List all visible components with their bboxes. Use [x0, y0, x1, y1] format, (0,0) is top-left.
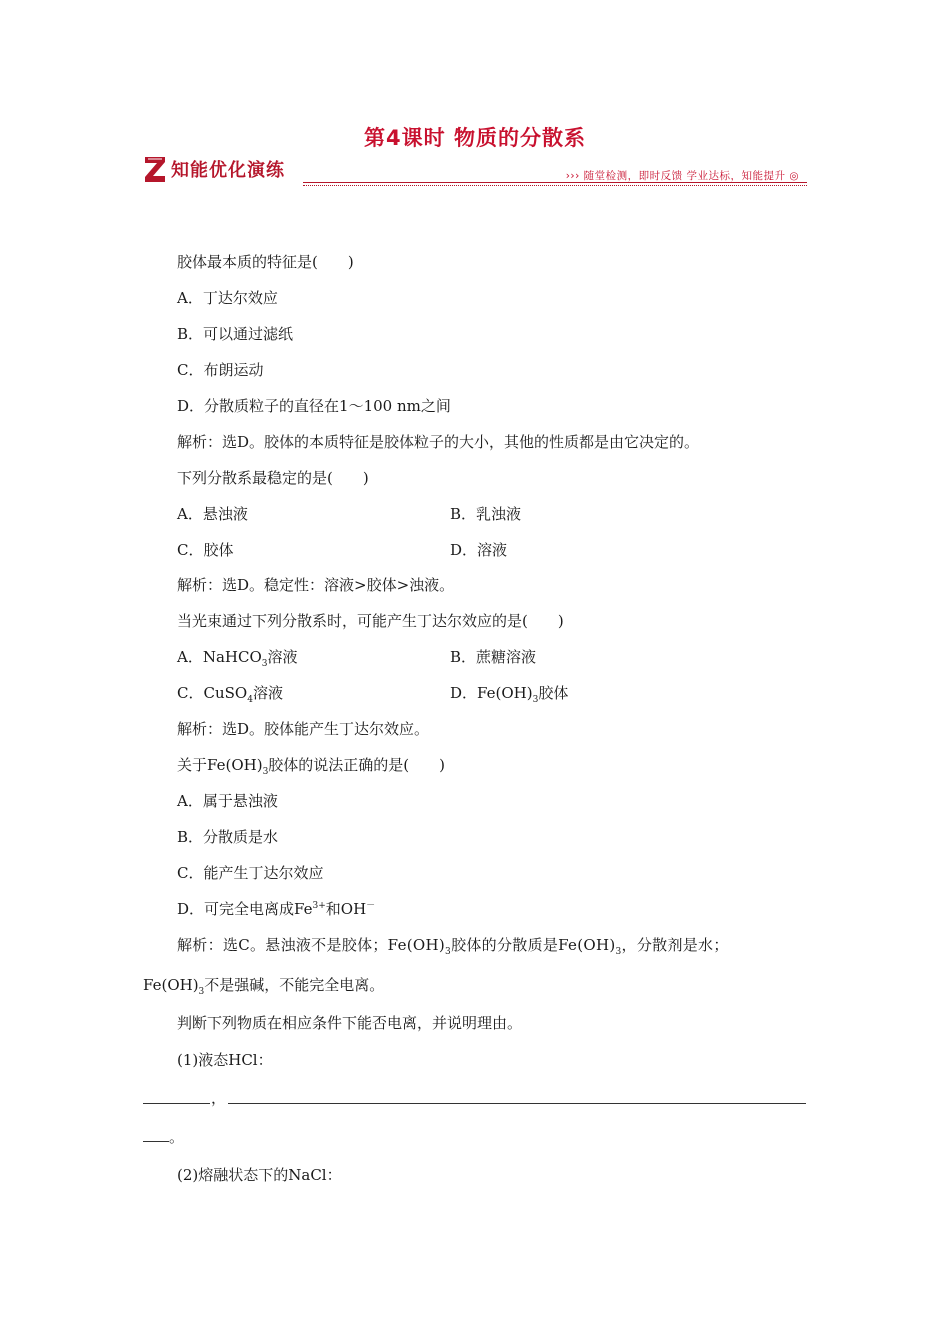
q1-analysis: 解析：选D。胶体的本质特征是胶体粒子的大小，其他的性质都是由它决定的。: [177, 433, 700, 451]
answer-comma: ，: [211, 1089, 227, 1107]
q4-analysis-line1: 解析：选C。悬浊液不是胶体；$Fe(OH)_3$胶体的分散质是$Fe(OH)_3$，分散剂是水；: [177, 936, 729, 957]
q4-option-c: C．能产生丁达尔效应: [177, 864, 324, 882]
q4-option-d: D．可完全电离成$Fe^{3+}$和OH－: [177, 900, 376, 918]
q4-analysis-line2: $Fe(OH)_3$不是强碱，不能完全电离。: [143, 976, 385, 997]
q3-analysis: 解析：选D。胶体能产生丁达尔效应。: [177, 720, 430, 738]
q4-stem: 关于$Fe(OH)_3$胶体的说法正确的是( ): [177, 756, 446, 777]
q3-option-b: B．蔗糖溶液: [450, 648, 537, 666]
q1-option-c: C．布朗运动: [177, 361, 264, 379]
q2-option-a: A．悬浊液: [177, 505, 248, 523]
q4-option-b: B．分散质是水: [177, 828, 279, 846]
q1-option-a: A．丁达尔效应: [177, 289, 278, 307]
q3-option-d: D．$Fe(OH)_3$胶体: [450, 684, 569, 705]
banner-dotted-rule: [303, 185, 807, 186]
q3-stem: 当光束通过下列分散系时，可能产生丁达尔效应的是( ): [177, 612, 564, 630]
q2-stem: 下列分散系最稳定的是( ): [177, 469, 369, 487]
q3-option-a: A．NaHCO$_3$溶液: [177, 648, 298, 669]
banner-slogan: ››› 随堂检测，即时反馈 学业达标，知能提升 ◎: [565, 170, 799, 182]
q1-option-d: D．分散质粒子的直径在1～100 nm之间: [177, 397, 451, 415]
q1-option-b: B．可以通过滤纸: [177, 325, 294, 343]
answer-blank-3[interactable]: [143, 1141, 169, 1142]
page-title: 第4课时 物质的分散系: [364, 126, 586, 150]
banner-rule: [303, 182, 807, 183]
q2-analysis: 解析：选D。稳定性：溶液>胶体>浊液。: [177, 576, 455, 594]
q2-option-c: C．胶体: [177, 541, 234, 559]
answer-blank-1[interactable]: [143, 1103, 210, 1104]
q5-part2: (2)熔融状态下的NaCl：: [177, 1166, 342, 1184]
q4-option-a: A．属于悬浊液: [177, 792, 278, 810]
q5-part1: (1)液态HCl：: [177, 1051, 273, 1069]
section-banner: [143, 152, 807, 188]
q2-option-b: B．乳浊液: [450, 505, 522, 523]
q1-stem: 胶体最本质的特征是( ): [177, 253, 354, 271]
q3-option-c: C．CuSO$_4$溶液: [177, 684, 283, 705]
banner-name: 知能优化演练: [171, 160, 285, 181]
q2-option-d: D．溶液: [450, 541, 508, 559]
answer-period: 。: [169, 1128, 185, 1146]
answer-blank-2[interactable]: [228, 1103, 806, 1104]
z-logo-icon: [143, 154, 167, 184]
q5-stem: 判断下列物质在相应条件下能否电离，并说明理由。: [177, 1014, 523, 1032]
